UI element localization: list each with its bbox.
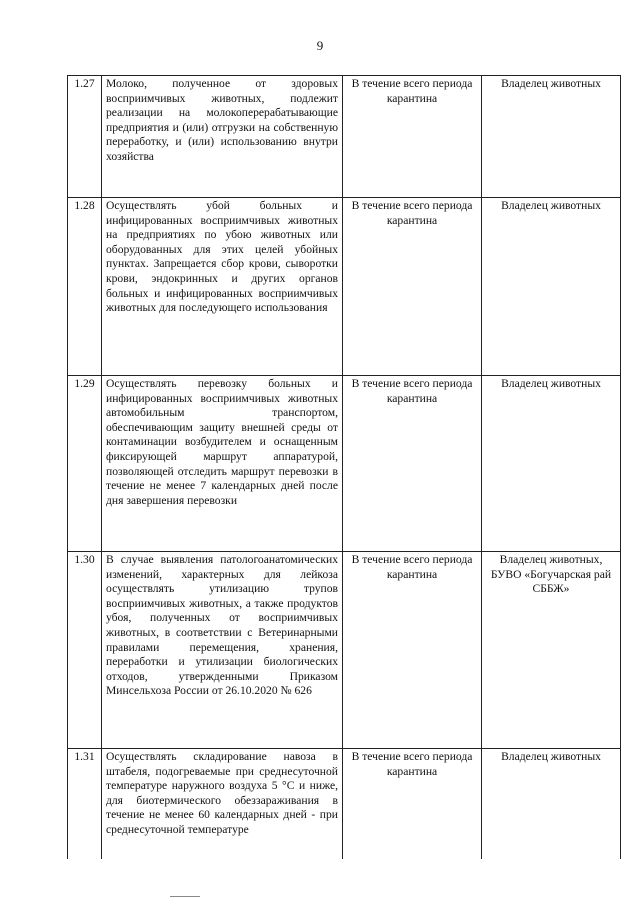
- responsible-cell: Владелец животных: [482, 76, 621, 198]
- period-cell: В течение всего периода карантина: [343, 198, 482, 376]
- row-number: 1.28: [68, 198, 102, 376]
- table-row: [68, 198, 621, 376]
- row-number: 1.27: [68, 76, 102, 198]
- table-row: [68, 552, 621, 749]
- responsible-cell: Владелец животных, БУВО «Богучарская рай СББЖ»: [482, 552, 621, 749]
- period-cell: В течение всего периода карантина: [343, 552, 482, 749]
- row-number: 1.29: [68, 376, 102, 552]
- scan-mark: [170, 896, 200, 897]
- responsible-cell: Владелец животных: [482, 198, 621, 376]
- measures-table: [67, 75, 621, 859]
- measure-text: Осуществлять перевозку больных и инфицированных восприимчивых животных автомобильным транспортом, обеспечивающим защиту внешней среды от контаминации возбудителем и оснащенным фиксирующей маршрут аппаратурой, позволяющей отследить маршрут перевозки в течение не менее 7 календарных дней после дня завершения перевозки: [102, 376, 343, 552]
- period-cell: В течение всего периода карантина: [343, 376, 482, 552]
- measure-text: В случае выявления патологоанатомических изменений, характерных для лейкоза осуществлять утилизацию трупов восприимчивых животных, а также продуктов убоя, полученных от восприимчивых животных, в соответствии с Ветеринарными правилами перемещения, хранения, переработки и утилизации биологических отходов, утвержденными Приказом Минсельхоза России от 26.10.2020 № 626: [102, 552, 343, 749]
- row-number: 1.30: [68, 552, 102, 749]
- responsible-cell: Владелец животных: [482, 376, 621, 552]
- responsible-cell: Владелец животных: [482, 749, 621, 860]
- measure-text: Осуществлять складирование навоза в штабеля, подогреваемые при среднесуточной температуре наружного воздуха 5 °С и ниже, для биотермического обеззараживания в течение не менее 60 календарных дней - при среднесуточной температуре: [102, 749, 343, 860]
- measure-text: Молоко, полученное от здоровых восприимчивых животных, подлежит реализации на молокоперерабатывающие предприятия и (или) отгрузки на собственную переработку, и (или) использованию внутри хозяйства: [102, 76, 343, 198]
- row-number: 1.31: [68, 749, 102, 860]
- period-cell: В течение всего периода карантина: [343, 749, 482, 860]
- period-cell: В течение всего периода карантина: [343, 76, 482, 198]
- table-row: [68, 376, 621, 552]
- measure-text: Осуществлять убой больных и инфицированных восприимчивых животных на предприятиях по убою животных или оборудованных для этих целей убойных пунктах. Запрещается сбор крови, сыворотки крови, эндокринных и других органов больных и инфицированных восприимчивых животных для последующего использования: [102, 198, 343, 376]
- table-row: [68, 76, 621, 198]
- table-row: [68, 749, 621, 860]
- page-number: 9: [316, 38, 324, 53]
